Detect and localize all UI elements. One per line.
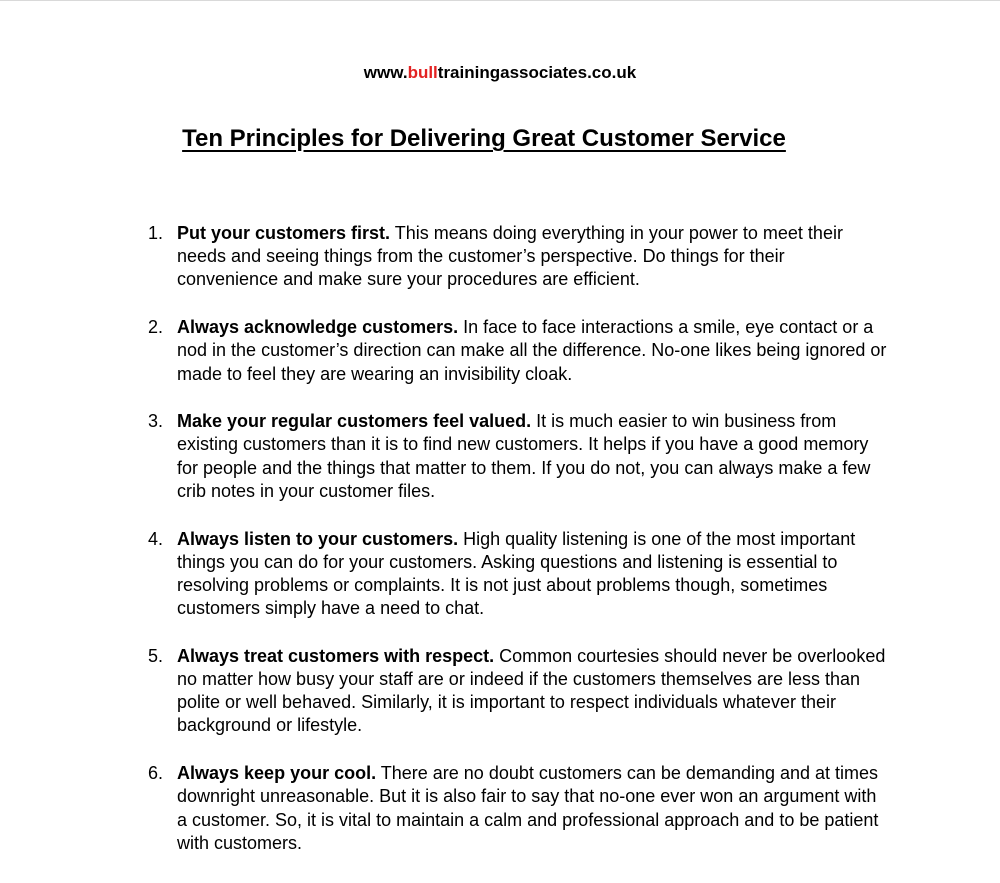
- website-url: [0, 62, 1000, 84]
- principle-text: Common courtesies should never be overlooked no matter how busy your staff are or indeed if the customers themselves are less than polite or well behaved. Similarly, it is important to respect individuals whatever their background or lifestyle.: [177, 645, 886, 736]
- principle-item: [145, 645, 890, 738]
- principle-text: There are no doubt customers can be demanding and at times downright unreasonable. But it is also fair to say that no-one ever won an argument with a customer. So, it is vital to maintain a calm and professional approach and to be patient with customers.: [177, 763, 879, 853]
- principle-text: High quality listening is one of the most important things you can do for your customers. Asking questions and listening is essential to resolving problems or complaints. It is not just about problems though, sometimes customers simply have a need to chat.: [177, 528, 856, 619]
- principle-number: 1.: [148, 223, 164, 243]
- principle-lead: Always listen to your customers.: [177, 528, 459, 549]
- website-prefix: www.: [363, 63, 408, 82]
- principle-number: 5.: [148, 645, 164, 666]
- website-suffix: trainingassociates.co.uk: [437, 63, 637, 82]
- principle-item: [145, 528, 890, 621]
- document-title: Ten Principles for Delivering Great Customer Service: [182, 125, 786, 152]
- principle-text: This means doing everything in your power to meet their needs and seeing things from the customer’s perspective. Do things for their convenience and make sure your procedures are efficient.: [177, 223, 843, 290]
- principle-item: [145, 316, 890, 386]
- principle-lead: Make your regular customers feel valued.: [177, 411, 532, 432]
- principle-lead: Always keep your cool.: [177, 763, 377, 784]
- principle-number: 3.: [148, 411, 164, 432]
- principle-number: 4.: [148, 528, 164, 549]
- page-top-border: [0, 0, 1000, 1]
- website-brand: bull: [407, 63, 438, 82]
- principle-number: 2.: [148, 317, 164, 338]
- principle-item: [145, 222, 890, 292]
- principles-list: [145, 222, 890, 879]
- principle-lead: Always acknowledge customers.: [177, 317, 459, 338]
- principle-lead: Always treat customers with respect.: [177, 645, 495, 666]
- principle-lead: Put your customers first.: [177, 223, 391, 243]
- principle-text: In face to face interactions a smile, eye contact or a nod in the customer’s direction can make all the difference. No-one likes being ignored or made to feel they are wearing an invisibility cloak.: [177, 317, 887, 384]
- principle-item: [145, 410, 890, 503]
- principle-item: [145, 762, 890, 855]
- principle-number: 6.: [148, 763, 164, 784]
- principle-text: It is much easier to win business from existing customers than it is to find new customers. It helps if you have a good memory for people and the things that matter to them. If you do not, you can always make a few crib notes in your customer files.: [177, 411, 871, 501]
